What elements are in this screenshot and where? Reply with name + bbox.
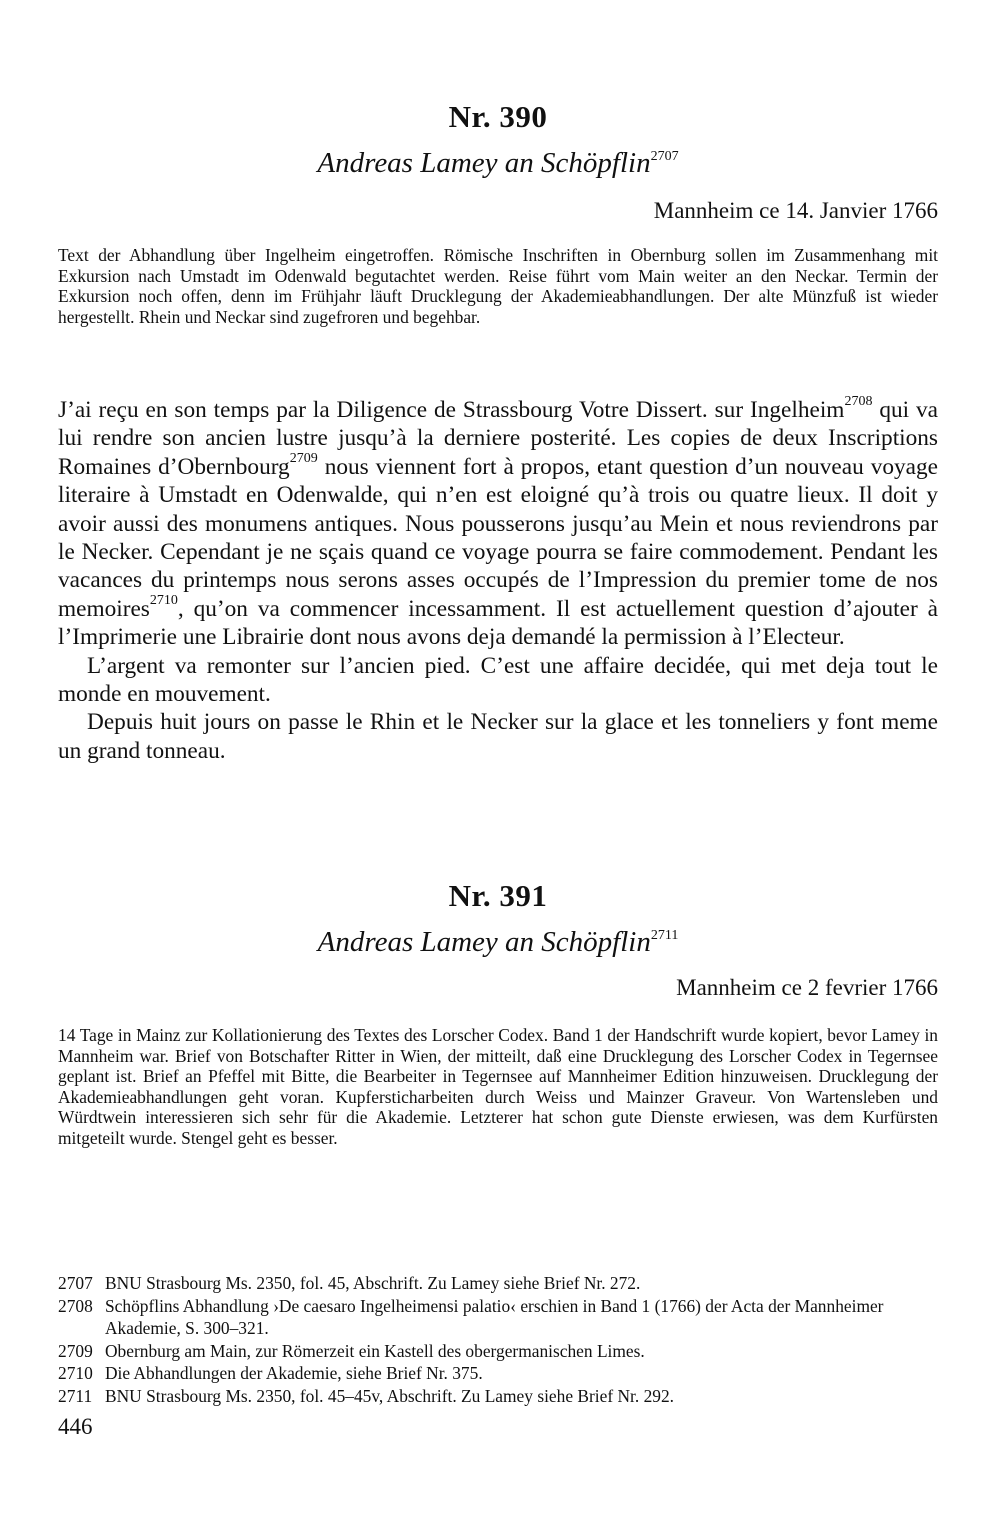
letter-heading xyxy=(58,926,938,959)
footnote-number: 2710 xyxy=(58,1363,93,1384)
letter-date: Mannheim ce 14. Janvier 1766 xyxy=(653,198,938,223)
footnote-number: 2709 xyxy=(58,1340,93,1361)
body-paragraph: Depuis huit jours on passe le Rhin et le Necker sur la glace et les tonneliers y font meme un grand tonneau. xyxy=(58,709,938,764)
footnote-number: 2707 xyxy=(58,1273,93,1293)
letter-body xyxy=(58,396,938,765)
letter-heading-text: Andreas Lamey an Schöpflin xyxy=(317,147,651,179)
document-page xyxy=(58,0,938,1531)
footnote-ref: 2711 xyxy=(650,928,679,943)
footnote xyxy=(58,1385,938,1408)
body-text-segment: qui va lui rendre son ancien lustre jusqu’à la derniere posterité. Les copies de deux Inscriptions Romaines d’Obernbourg xyxy=(58,397,938,480)
body-text-segment: , qu’on va commencer incessamment. Il est actuellement question d’ajouter à l’Imprimerie une Librairie dont nous avons deja demandé la permission à l’Electeur. xyxy=(58,595,938,651)
footnote-number: 2711 xyxy=(58,1385,93,1406)
footnote-ref: 2710 xyxy=(149,592,178,608)
footnote-ref: 2709 xyxy=(289,450,318,466)
letter-number: Nr. 390 xyxy=(448,99,548,134)
letter-heading-text: Andreas Lamey an Schöpflin xyxy=(317,926,651,958)
footnote-text: Schöpflins Abhandlung ›De caesaro Ingelheimensi palatio‹ erschien in Band 1 (1766) der Acta der Mannheimer Akademie, S. 300–321. xyxy=(105,1295,884,1339)
footnote-text: BNU Strasbourg Ms. 2350, fol. 45, Abschrift. Zu Lamey siehe Brief Nr. 272. xyxy=(105,1273,641,1293)
body-text-segment: nous viennent fort à propos, etant question d’un nouveau voyage literaire à Umstadt en Odenwalde, qui n’en est eloigné qu’à trois ou quatre lieux. Il doit y avoir aussi des monumens antiques. Nous pousserons jusqu’au Mein et nous reviendrons par le Necker. Cependant je ne sçais quand ce voyage pourra se faire commodement. Pendant les vacances du printemps nous serons asses occupés de l’Impression du premier tome de nos memoires xyxy=(58,453,938,622)
footnote xyxy=(58,1295,938,1340)
footnote-ref: 2707 xyxy=(650,149,679,164)
footnote-ref: 2708 xyxy=(844,394,873,409)
letter-summary: 14 Tage in Mainz zur Kollationierung des Textes des Lorscher Codex. Band 1 der Handschrift wurde kopiert, bevor Lamey in Mannheim war. Brief von Botschafter Ritter in Wien, der mitteilt, daß eine Drucklegung des Lorscher Codex in Tegernsee geplant ist. Brief an Pfeffel mit Bitte, die Bearbeiter in Tegernsee auf Mannheimer Edition hinzuweisen. Drucklegung der Akademieabhandlungen geht voran. Kupfersticharbeiten durch Weiss und Mainzer Graveur. Von Wartensleben und Würdtwein interessieren sich sehr für die Akademie. Letzterer hat schon gute Dienste erwiesen, was dem Kurfürsten mitgeteilt wurde. Stengel geht es besser. xyxy=(58,1025,938,1148)
letter-number: Nr. 391 xyxy=(448,878,548,913)
body-paragraph xyxy=(58,396,938,652)
letter-heading xyxy=(58,147,938,180)
letter-summary: Text der Abhandlung über Ingelheim eingetroffen. Römische Inschriften in Obernburg sollen im Zusammenhang mit Exkursion nach Umstadt im Odenwald begutachtet werden. Reise führt vom Main weiter an den Neckar. Termin der Exkursion noch offen, denn im Frühjahr läuft Drucklegung der Akademieabhandlungen. Der alte Münzfuß ist wieder hergestellt. Rhein und Neckar sind zugefroren und begehbar. xyxy=(58,245,938,327)
footnote xyxy=(58,1340,938,1363)
body-text-segment: J’ai reçu en son temps par la Diligence de Strassbourg Votre Dissert. sur Ingelheim xyxy=(58,397,845,423)
footnote-number: 2708 xyxy=(58,1295,93,1316)
body-paragraph: L’argent va remonter sur l’ancien pied. C’est une affaire decidée, qui met deja tout le monde en mouvement. xyxy=(58,652,938,708)
footnotes xyxy=(58,1272,938,1408)
footnote-text: Obernburg am Main, zur Römerzeit ein Kastell des obergermanischen Limes. xyxy=(105,1340,645,1361)
footnote xyxy=(58,1362,938,1385)
footnote-text: Die Abhandlungen der Akademie, siehe Brief Nr. 375. xyxy=(105,1363,483,1384)
letter-date: Mannheim ce 2 fevrier 1766 xyxy=(676,975,938,1000)
footnote-text: BNU Strasbourg Ms. 2350, fol. 45–45v, Abschrift. Zu Lamey siehe Brief Nr. 292. xyxy=(105,1385,674,1406)
footnote xyxy=(58,1272,938,1295)
page-number: 446 xyxy=(58,1414,93,1439)
